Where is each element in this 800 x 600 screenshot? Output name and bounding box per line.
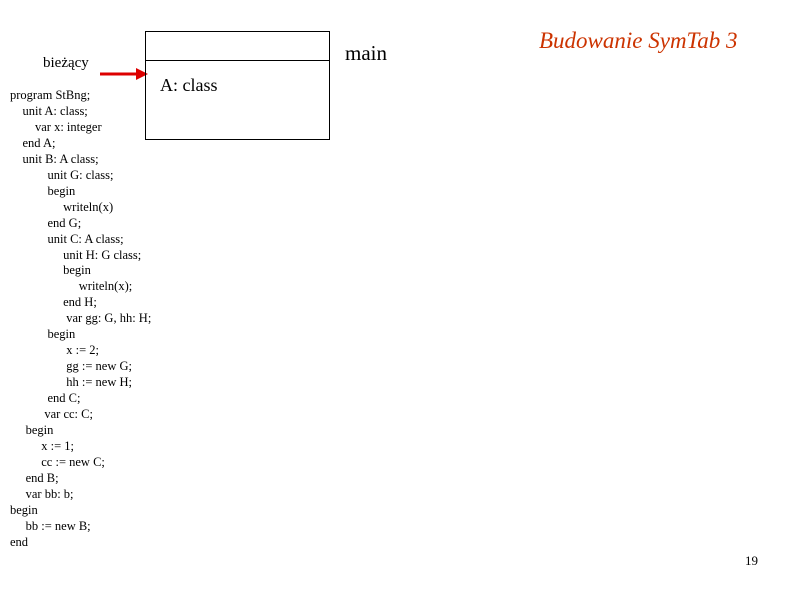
code-line: unit A: class; <box>10 103 88 118</box>
code-line: bb := new B; <box>10 518 91 533</box>
code-line: begin <box>10 327 76 342</box>
code-line: x := 1; <box>10 438 74 453</box>
code-line: writeln(x); <box>10 279 133 294</box>
code-line: hh := new H; <box>10 375 132 390</box>
code-line: program StBng; <box>10 88 91 102</box>
scope-header-divider <box>146 60 329 61</box>
code-line: end G; <box>10 215 82 230</box>
scope-table-box <box>145 31 330 140</box>
current-scope-label: bieżący <box>43 55 89 71</box>
code-line: var gg: G, hh: H; <box>10 311 152 326</box>
code-line: unit C: A class; <box>10 231 124 246</box>
scope-name: main <box>345 41 387 65</box>
code-line: begin <box>10 423 54 438</box>
scope-entry: A: class <box>160 75 218 95</box>
code-line: end A; <box>10 135 56 150</box>
code-line: end C; <box>10 391 81 406</box>
code-line: writeln(x) <box>10 199 114 214</box>
code-line: begin <box>10 263 91 278</box>
code-line: var bb: b; <box>10 486 74 501</box>
code-line: unit H: G class; <box>10 247 142 262</box>
code-line: begin <box>10 183 76 198</box>
code-line: end <box>10 534 29 549</box>
code-line: gg := new G; <box>10 359 132 374</box>
code-line: x := 2; <box>10 343 99 358</box>
code-line: begin <box>10 502 38 517</box>
page-number: 19 <box>745 553 758 568</box>
code-listing <box>10 88 151 551</box>
slide-title: Budowanie SymTab 3 <box>539 28 738 53</box>
code-line: end B; <box>10 470 59 485</box>
code-line: var cc: C; <box>10 407 93 422</box>
code-line: end H; <box>10 295 97 310</box>
code-line: var x: integer <box>10 119 102 134</box>
code-line: unit B: A class; <box>10 151 99 166</box>
current-pointer-arrow-icon <box>100 66 150 80</box>
code-line: cc := new C; <box>10 454 105 469</box>
code-line: unit G: class; <box>10 167 114 182</box>
